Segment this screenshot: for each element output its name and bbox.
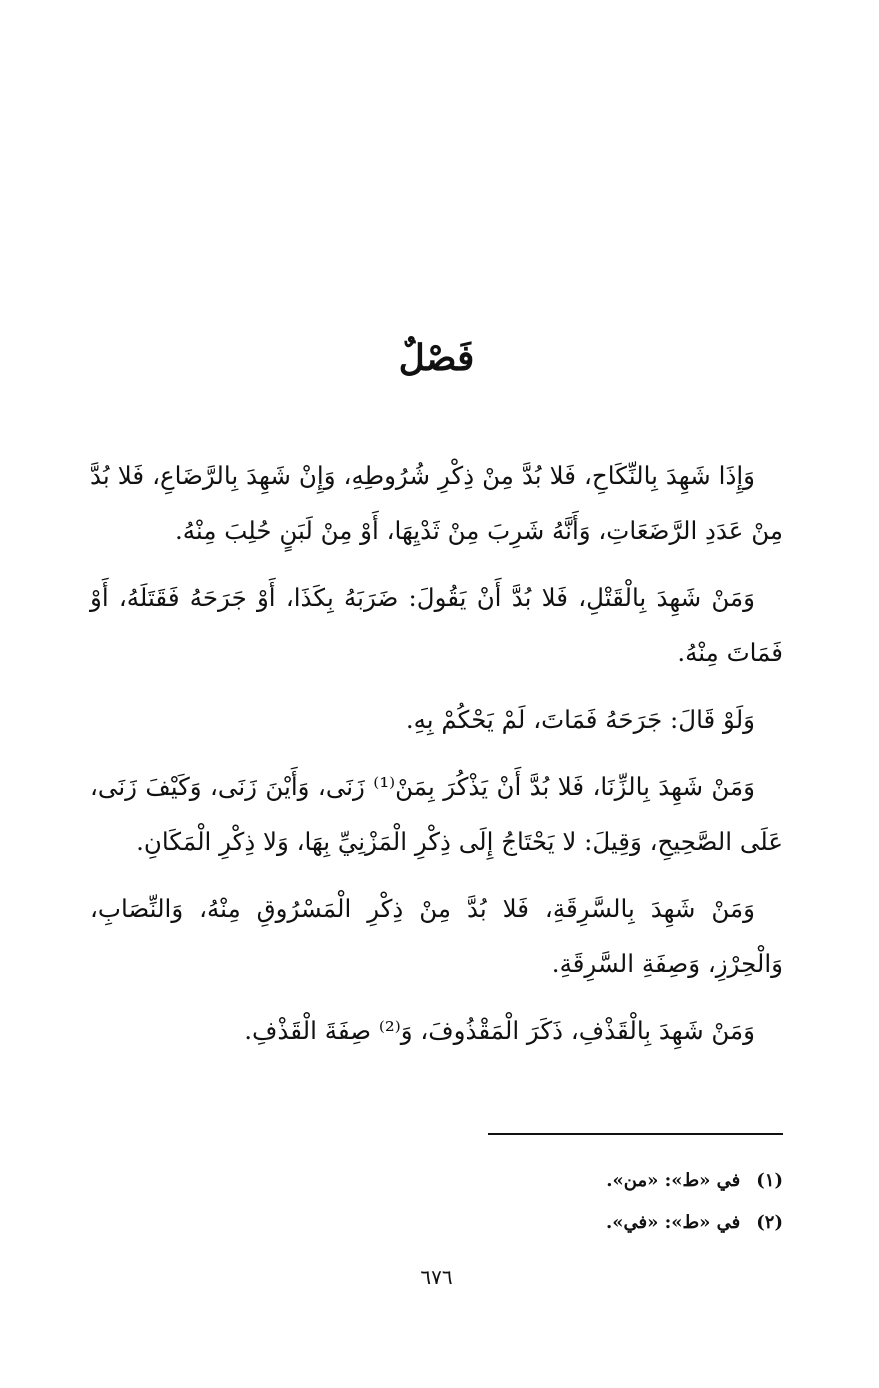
paragraph: وَلَوْ قَالَ: جَرَحَهُ فَمَاتَ، لَمْ يَحْكُمْ بِهِ. <box>405 705 755 734</box>
paragraph: وَمَنْ شَهِدَ بِالْقَذْفِ، ذَكَرَ الْمَقْذُوفَ، وَ⁽²⁾ صِفَةَ الْقَذْفِ. <box>244 1016 755 1045</box>
footnote-text: في «ط»: «من». <box>606 1170 741 1191</box>
footnote-divider <box>488 1133 783 1135</box>
footnote-number: (١) <box>756 1170 783 1191</box>
footnote <box>90 1202 783 1244</box>
body-text <box>90 448 783 1070</box>
page-number: ٦٧٦ <box>420 1265 453 1289</box>
paragraph: وَمَنْ شَهِدَ بِالْقَتْلِ، فَلا بُدَّ أَنْ يَقُولَ: ضَرَبَهُ بِكَذَا، أَوْ جَرَحَهُ فَقَتَلَهُ، أَوْ فَمَاتَ مِنْهُ. <box>90 583 783 667</box>
footnote-number: (٢) <box>756 1212 783 1233</box>
paragraph: وَمَنْ شَهِدَ بِالزِّنَا، فَلا بُدَّ أَنْ يَذْكُرَ بِمَنْ⁽¹⁾ زَنَى، وَأَيْنَ زَنَى، وَكَيْفَ زَنَى، عَلَى الصَّحِيحِ، وَقِيلَ: لا يَحْتَاجُ إِلَى ذِكْرِ الْمَزْنِيِّ بِهَا، وَلا ذِكْرِ الْمَكَانِ. <box>90 772 783 856</box>
footnote-text: في «ط»: «في». <box>605 1212 741 1233</box>
section-heading: فَصْلٌ <box>398 337 475 379</box>
paragraph: وَإِذَا شَهِدَ بِالنِّكَاحِ، فَلا بُدَّ مِنْ ذِكْرِ شُرُوطِهِ، وَإِنْ شَهِدَ بِالرَّضَاعِ، فَلا بُدَّ مِنْ عَدَدِ الرَّضَعَاتِ، وَأَنَّهُ شَرِبَ مِنْ ثَدْيِهَا، أَوْ مِنْ لَبَنٍ حُلِبَ مِنْهُ. <box>90 461 783 545</box>
footnote <box>90 1160 783 1202</box>
footnotes <box>90 1160 783 1244</box>
paragraph: وَمَنْ شَهِدَ بِالسَّرِقَةِ، فَلا بُدَّ مِنْ ذِكْرِ الْمَسْرُوقِ مِنْهُ، وَالنِّصَابِ، وَالْحِرْزِ، وَصِفَةِ السَّرِقَةِ. <box>90 894 783 978</box>
